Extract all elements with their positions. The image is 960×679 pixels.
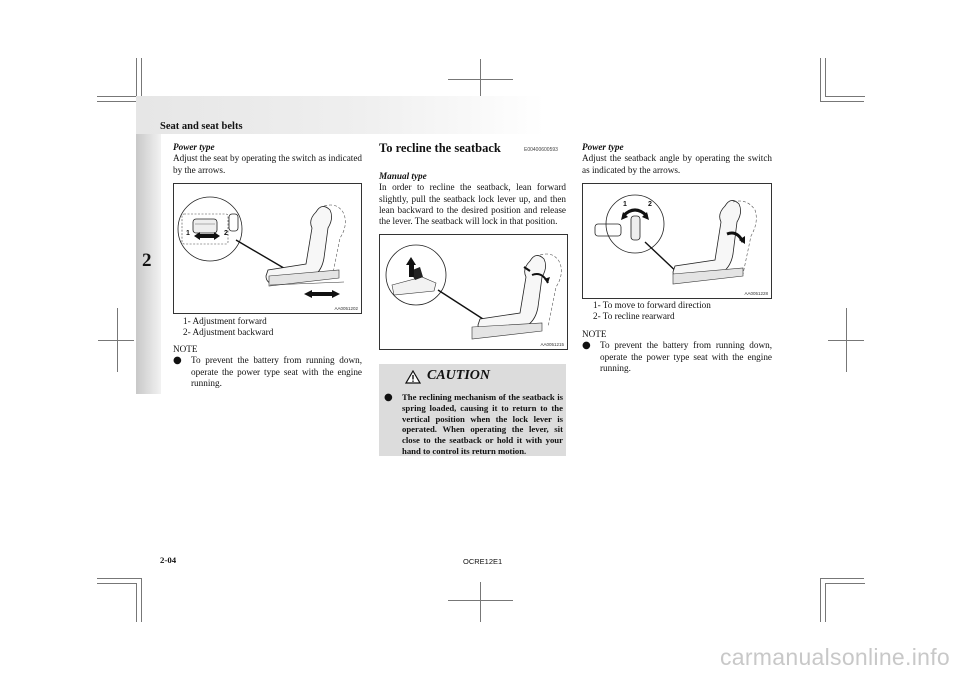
list-item: 2- To recline rearward — [593, 311, 675, 322]
left-subheading: Power type — [173, 142, 215, 152]
power-seat-illustration — [174, 184, 361, 313]
caution-text: The reclining mechanism of the seatback is spring loaded, causing it to return to the vertical position when the lock lever is operated. When operating the lever, sit close to the seatback or hold it with your hand to control its return motion. — [402, 392, 563, 456]
power-recline-illustration — [583, 184, 771, 298]
right-column — [582, 142, 772, 176]
document-code: OCRE12E1 — [463, 557, 503, 566]
right-subheading: Power type — [582, 142, 624, 152]
section-heading: To recline the seatback — [379, 141, 501, 155]
caution-title: CAUTION — [427, 368, 491, 383]
right-intro: Adjust the seatback angle by operating the switch as indicated by the arrows. — [582, 153, 772, 175]
middle-body: In order to recline the seatback, lean forward slightly, pull the seatback lock lever up, and then lean backward to the desired position and release the lever. The seatback will lock in that position. — [379, 182, 566, 227]
list-item: 2- Adjustment backward — [183, 327, 274, 338]
power-recline-figure — [582, 183, 772, 299]
chapter-number: 2 — [142, 250, 152, 271]
caution-box — [379, 364, 566, 456]
watermark: carmanualsonline.info — [719, 644, 950, 670]
bullet-icon: ● — [582, 340, 591, 352]
middle-subheading: Manual type — [379, 171, 427, 181]
figure-label-1: 1 — [623, 201, 627, 208]
right-items — [593, 300, 773, 323]
left-intro: Adjust the seat by operating the switch as indicated by the arrows. — [173, 153, 362, 175]
note-label: NOTE — [173, 344, 198, 354]
note-text: To prevent the battery from running down, operate the power type seat with the engine running. — [191, 355, 362, 388]
page-number: 2-04 — [160, 555, 177, 565]
left-note — [173, 344, 362, 389]
list-item: 1- Adjustment forward — [183, 316, 267, 326]
right-note — [582, 329, 772, 374]
figure-code: AA0051215 — [540, 342, 564, 347]
note-label: NOTE — [582, 329, 607, 339]
bullet-icon: ● — [384, 392, 393, 403]
manual-recline-illustration — [380, 235, 567, 349]
figure-code: AA0051202 — [334, 306, 358, 311]
note-text: To prevent the battery from running down, operate the power type seat with the engine running. — [600, 340, 772, 373]
middle-column — [379, 171, 566, 227]
figure-code: AA0051228 — [744, 291, 768, 296]
figure-label-2: 2 — [648, 201, 652, 208]
heading-code: E00400600593 — [524, 147, 558, 153]
figure-label-1: 1 — [186, 230, 190, 237]
caution-body — [384, 392, 563, 457]
section-title: Seat and seat belts — [160, 121, 243, 132]
list-item: 1- To move to forward direction — [593, 300, 711, 310]
figure-label-2: 2 — [224, 230, 228, 237]
warning-icon — [405, 370, 421, 384]
left-column — [173, 142, 362, 176]
power-seat-figure — [173, 183, 362, 314]
manual-recline-figure — [379, 234, 568, 350]
bullet-icon: ● — [173, 355, 182, 367]
left-items — [183, 316, 363, 339]
